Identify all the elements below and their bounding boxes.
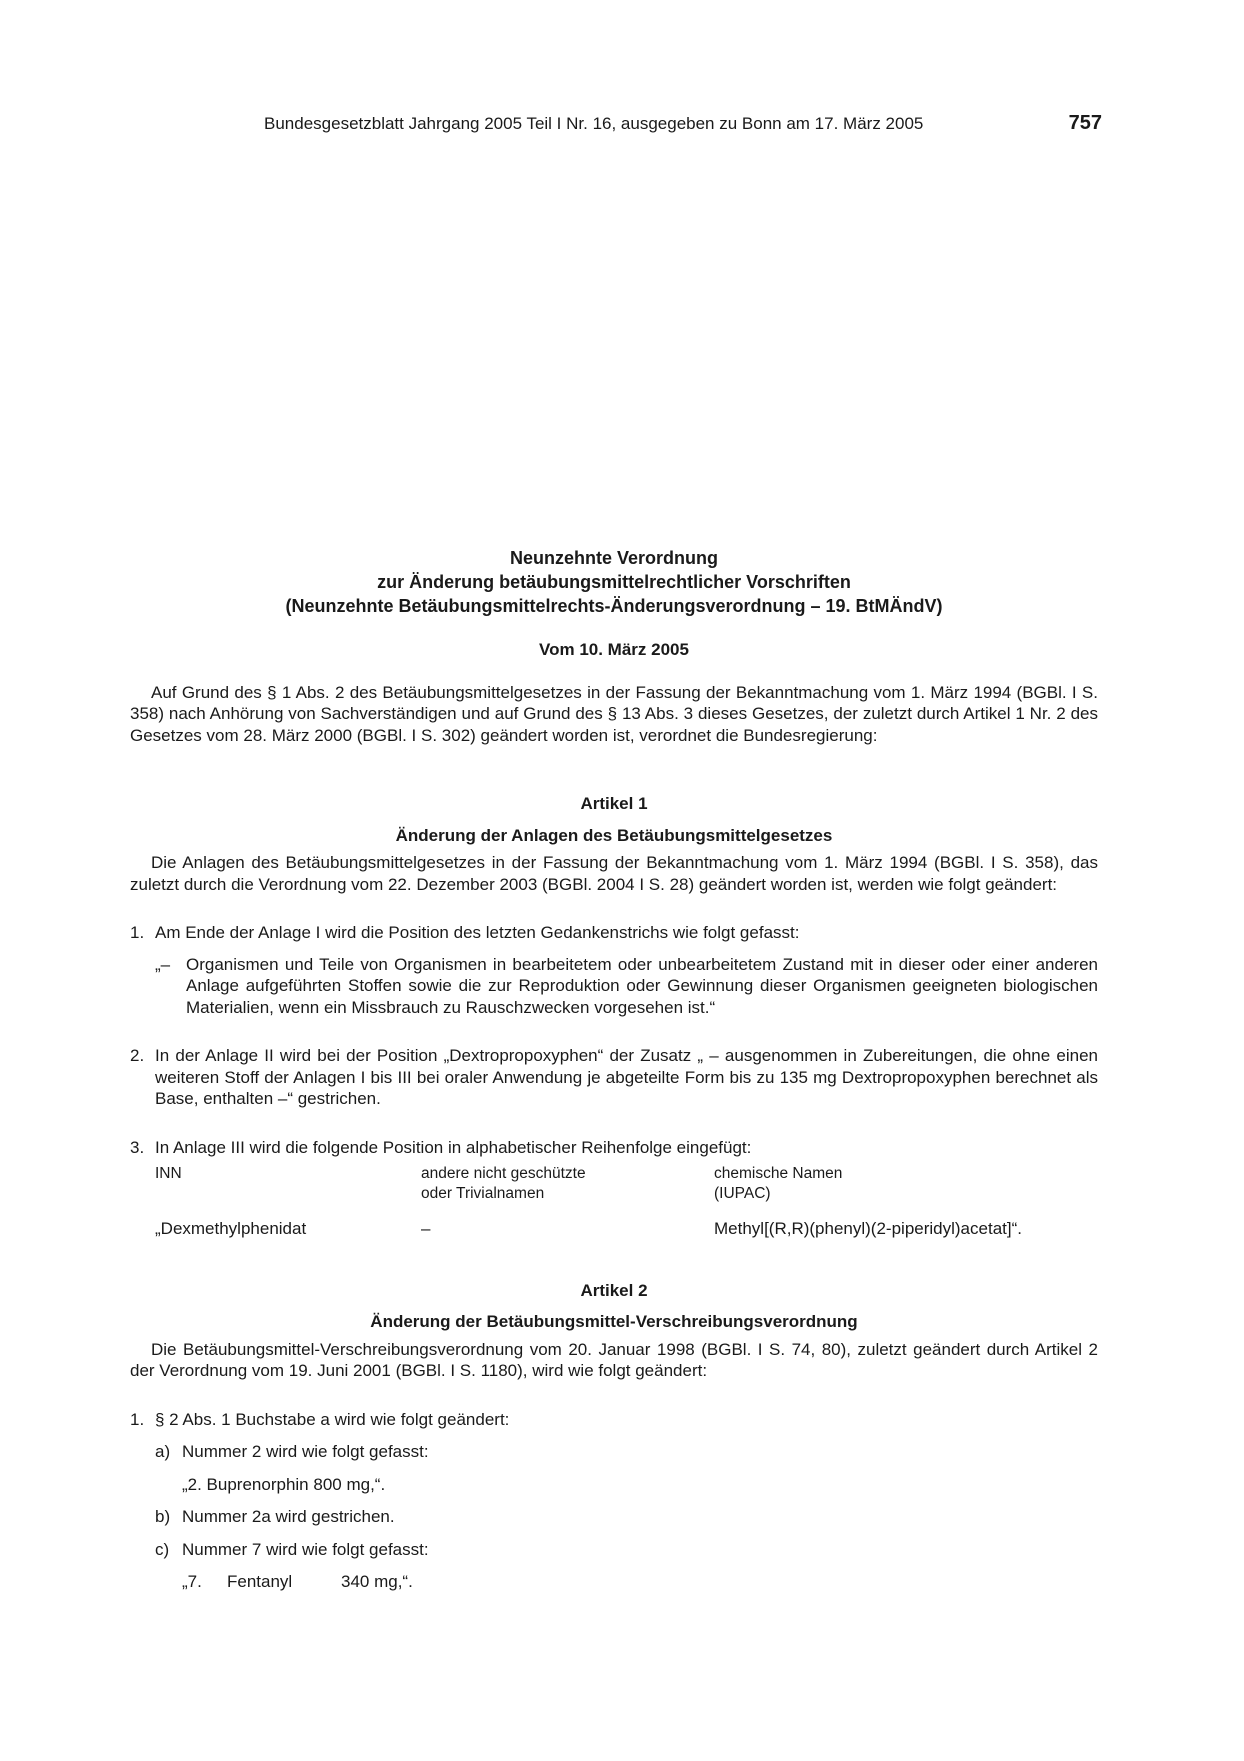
quote-amount: 340 mg,“. [341,1572,413,1591]
article-1-item-1 [130,922,1098,944]
article-1-heading: Änderung der Anlagen des Betäubungsmittelgesetzes [395,825,833,845]
table-header-chemical-names: chemische Namen (IUPAC) [714,1165,843,1202]
substance-table [155,1164,1098,1240]
table-cell-chemical-name: Methyl[(R,R)(phenyl)(2-piperidyl)acetat]“. [714,1219,1022,1238]
table-header-inn: INN [155,1165,182,1182]
ordinance-date: Vom 10. März 2005 [539,640,689,659]
article-1-number: Artikel 1 [580,794,648,813]
article-1-item-3 [130,1137,1098,1159]
sub-item-text: Nummer 7 wird wie folgt gefasst: [182,1539,429,1559]
sub-item-c [155,1539,1098,1561]
sub-item-label: c) [155,1539,170,1559]
item-number: 1. [130,923,145,942]
sub-item-text: Nummer 2a wird gestrichen. [182,1507,395,1526]
table-cell-other-names: – [421,1219,431,1238]
quote-text: Organismen und Teile von Organismen in bearbeitetem oder unbearbeitetem Zustand mit in dieser oder einer anderen Anlage aufgeführten Stoffen sowie die zur Reproduktion oder Gewinnung dieser Organismen geeigneten biologischen Materialien, wenn ein Missbrauch zu Rauschzwecken vorgesehen ist.“ [186,954,1098,1017]
article-1-item-2 [130,1045,1098,1110]
ordinance-title [130,546,1098,618]
sub-item-label: a) [155,1442,171,1461]
item-text: § 2 Abs. 1 Buchstabe a wird wie folgt geändert: [155,1409,510,1429]
title-line-2: zur Änderung betäubungsmittelrechtlicher Vorschriften [377,572,851,592]
sub-item-label: b) [155,1507,171,1526]
article-2-item-1 [130,1409,1098,1431]
table-cell-inn: „Dexmethylphenidat [155,1219,307,1238]
item-text: In der Anlage II wird bei der Position „Dextropropoxyphen“ der Zusatz „ – ausgenommen in Zubereitungen, die ohne einen weiteren Stoff der Anlagen I bis III bei oraler Anwendung je abgeteilte Form bis zu 135 mg Dextropropoxyphen berechnet als Base, enthalten –“ gestrichen. [155,1046,1098,1108]
header-text: Bundesgesetzblatt Jahrgang 2005 Teil I Nr. 16, ausgegeben zu Bonn am 17. März 2005 [264,114,924,133]
item-number: 2. [130,1046,145,1065]
sub-item-a [155,1441,1098,1463]
item-number: 3. [130,1137,145,1157]
item-text: In Anlage III wird die folgende Position in alphabetischer Reihenfolge eingefügt: [155,1137,752,1157]
article-2-number: Artikel 2 [580,1280,648,1300]
document-body [130,546,1098,1593]
article-2-heading: Änderung der Betäubungsmittel-Verschreibungsverordnung [370,1312,858,1331]
preamble: Auf Grund des § 1 Abs. 2 des Betäubungsmittelgesetzes in der Fassung der Bekanntmachung vom 1. März 1994 (BGBl. I S. 358) nach Anhörung von Sachverständigen und auf Grund des § 13 Abs. 3 dieses Gesetzes, der zuletzt durch Artikel 1 Nr. 2 des Gesetzes vom 28. März 2000 (BGBl. I S. 302) geändert worden ist, verordnet die Bundesregierung: [130,682,1098,745]
quote-mark: „– [155,954,171,974]
item-text: Am Ende der Anlage I wird die Position des letzten Gedankenstrichs wie folgt gefasst: [155,923,800,942]
article-1-intro: Die Anlagen des Betäubungsmittelgesetzes in der Fassung der Bekanntmachung vom 1. März 1994 (BGBl. I S. 358), das zuletzt durch die Verordnung vom 22. Dezember 2003 (BGBl. 2004 I S. 28) geändert worden ist, werden wie folgt geändert: [130,853,1098,894]
page-number: 757 [1068,112,1102,134]
title-line-3: (Neunzehnte Betäubungsmittelrechts-Änderungsverordnung – 19. BtMÄndV) [285,596,943,616]
article-1-item-1-quote [155,954,1098,1019]
article-2-intro: Die Betäubungsmittel-Verschreibungsverordnung vom 20. Januar 1998 (BGBl. I S. 74, 80), zuletzt geändert durch Artikel 2 der Verordnung vom 19. Juni 2001 (BGBl. I S. 1180), wird wie folgt geändert: [130,1339,1098,1380]
item-number: 1. [130,1409,145,1429]
quote-substance: Fentanyl [227,1572,293,1591]
title-line-1: Neunzehnte Verordnung [509,548,718,568]
table-header-other-names: andere nicht geschützte oder Trivialnamen [421,1165,586,1202]
running-header [264,112,1102,135]
sub-item-b [155,1506,1098,1528]
sub-item-c-quote [182,1571,1098,1593]
sub-item-a-quote: „2. Buprenorphin 800 mg,“. [182,1474,386,1494]
quote-number: „7. [182,1572,202,1591]
sub-item-text: Nummer 2 wird wie folgt gefasst: [182,1442,429,1461]
